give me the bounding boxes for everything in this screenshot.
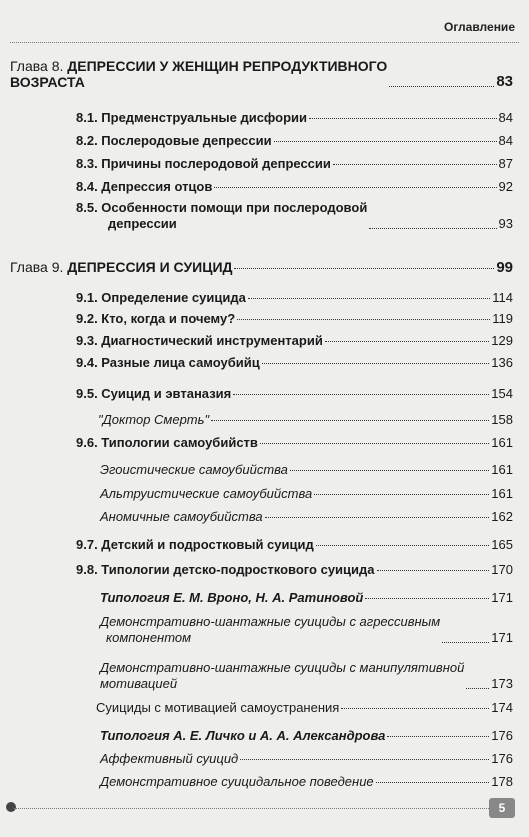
subsection-label: Демонстративно-шантажные суициды с агрессивным: [100, 614, 441, 629]
section-label: 8.5. Особенности помощи при послеродовой: [76, 200, 368, 215]
page-number: 161: [491, 462, 513, 477]
toc-section-9-1[interactable]: [76, 290, 513, 306]
subsection-label: Аномичные самоубийства: [100, 509, 263, 524]
toc-subsection-demonstrative-behavior[interactable]: [100, 774, 513, 790]
leader-dots: [365, 598, 489, 599]
subsection-label: Эгоистические самоубийства: [100, 462, 288, 477]
leader-dots: [290, 470, 489, 471]
chapter-title-line2: ВОЗРАСТА: [10, 74, 85, 90]
section-label: 8.1. Предменструальные дисфории: [76, 110, 308, 125]
toc-subsection-demonstrative-manipulative[interactable]: [100, 660, 513, 692]
page-number: 178: [491, 774, 513, 789]
leader-dots: [333, 164, 497, 165]
page-number: 84: [498, 110, 513, 125]
page-number: 84: [498, 133, 513, 148]
leader-dots: [369, 228, 496, 229]
section-label: 9.8. Типологии детско-подросткового суицида: [76, 562, 375, 577]
page-number: 158: [491, 412, 513, 427]
toc-section-9-6[interactable]: [76, 435, 513, 451]
toc-section-8-5[interactable]: [76, 200, 513, 232]
page-number: 119: [492, 311, 513, 326]
toc-section-9-5[interactable]: [76, 386, 513, 402]
subsection-label: Альтруистические самоубийства: [100, 486, 313, 501]
page-number: 87: [498, 156, 513, 171]
leader-dots: [314, 494, 489, 495]
section-label: 8.4. Депрессия отцов: [76, 179, 213, 194]
page-number: 174: [491, 700, 513, 715]
toc-section-9-4[interactable]: [76, 355, 513, 371]
toc-subsection-demonstrative-aggressive[interactable]: [100, 614, 513, 646]
subsection-label-line2: мотивацией: [100, 676, 178, 691]
page-number: 83: [496, 73, 513, 90]
page-number: 170: [491, 562, 513, 577]
leader-dots: [260, 443, 489, 444]
leader-dots: [376, 782, 490, 783]
leader-dots: [389, 86, 494, 87]
leader-dots: [341, 708, 489, 709]
section-label: 9.5. Суицид и эвтаназия: [76, 386, 232, 401]
leader-dots: [237, 319, 490, 320]
toc-section-9-2[interactable]: [76, 311, 513, 327]
subsection-label: Демонстративное суицидальное поведение: [100, 774, 374, 789]
leader-dots: [316, 545, 490, 546]
toc-subsection-egoistic[interactable]: [100, 462, 513, 478]
toc-subsection-anomic[interactable]: [100, 509, 513, 525]
page-number: 92: [498, 179, 513, 194]
section-label: 9.2. Кто, когда и почему?: [76, 311, 236, 326]
section-label: 8.3. Причины послеродовой депрессии: [76, 156, 331, 171]
toc-subsection-lichko-alexandrov[interactable]: [100, 728, 513, 744]
leader-dots: [466, 688, 489, 689]
page-number: 165: [491, 537, 513, 552]
page-number: 161: [491, 435, 513, 450]
section-label: 8.2. Послеродовые депрессии: [76, 133, 272, 148]
subsection-label-line2: компонентом: [106, 630, 192, 645]
chapter-title: ДЕПРЕССИИ У ЖЕНЩИН РЕПРОДУКТИВНОГО: [67, 58, 388, 74]
page-number: 154: [491, 386, 513, 401]
chapter-prefix: Глава 8.: [10, 58, 64, 74]
subsection-label: Типология Е. М. Вроно, Н. А. Ратиновой: [100, 590, 364, 605]
leader-dots: [233, 394, 489, 395]
page-number: 93: [498, 216, 513, 231]
toc-chapter-9[interactable]: [10, 259, 513, 276]
toc-section-9-3[interactable]: [76, 333, 513, 349]
page-number: 161: [491, 486, 513, 501]
leader-dots: [262, 363, 490, 364]
running-header: Оглавление: [444, 20, 515, 34]
leader-dots: [234, 268, 494, 269]
toc-subsection-affective[interactable]: [100, 751, 513, 767]
leader-dots: [265, 517, 490, 518]
chapter-prefix: Глава 9.: [10, 259, 64, 275]
leader-dots: [325, 341, 489, 342]
toc-subsection-vrono-ratinova[interactable]: [100, 590, 513, 606]
toc-section-8-4[interactable]: [76, 179, 513, 195]
toc-section-8-1[interactable]: [76, 110, 513, 126]
toc-chapter-8[interactable]: [10, 58, 513, 90]
toc-subsection-doctor-death[interactable]: [98, 412, 513, 428]
footer-divider: [14, 808, 489, 809]
leader-dots: [214, 187, 496, 188]
footer-bullet-icon: [6, 802, 16, 812]
toc-subsection-altruistic[interactable]: [100, 486, 513, 502]
toc-section-9-7[interactable]: [76, 537, 513, 553]
page-number: 173: [491, 676, 513, 691]
page-number: 162: [491, 509, 513, 524]
subsection-label: Типология А. Е. Личко и А. А. Александрова: [100, 728, 386, 743]
toc-subsection-self-removal[interactable]: [96, 700, 513, 716]
section-label: 9.3. Диагностический инструментарий: [76, 333, 323, 348]
toc-section-8-3[interactable]: [76, 156, 513, 172]
leader-dots: [377, 570, 490, 571]
leader-dots: [442, 642, 489, 643]
leader-dots: [240, 759, 489, 760]
page-number: 171: [491, 630, 513, 645]
page-number: 176: [491, 728, 513, 743]
page-number: 129: [491, 333, 513, 348]
toc-section-9-8[interactable]: [76, 562, 513, 578]
page-number: 171: [491, 590, 513, 605]
subsection-label: Суициды с мотивацией самоустранения: [96, 700, 340, 715]
leader-dots: [211, 420, 489, 421]
page-number: 136: [491, 355, 513, 370]
section-label: 9.4. Разные лица самоубийц: [76, 355, 260, 370]
leader-dots: [387, 736, 489, 737]
subsection-label: Аффективный суицид: [100, 751, 239, 766]
page-number: 114: [492, 290, 513, 305]
page-number: 99: [496, 259, 513, 276]
chapter-title: ДЕПРЕССИЯ И СУИЦИД: [67, 259, 233, 275]
page-number-badge: 5: [489, 798, 515, 818]
subsection-label: Демонстративно-шантажные суициды с манипулятивной: [100, 660, 465, 675]
leader-dots: [309, 118, 497, 119]
section-label-line2: депрессии: [108, 216, 177, 231]
leader-dots: [248, 298, 490, 299]
header-divider: [10, 42, 519, 43]
section-label: 9.1. Определение суицида: [76, 290, 246, 305]
leader-dots: [274, 141, 497, 142]
section-label: 9.7. Детский и подростковый суицид: [76, 537, 314, 552]
page-number: 176: [491, 751, 513, 766]
toc-section-8-2[interactable]: [76, 133, 513, 149]
section-label: 9.6. Типологии самоубийств: [76, 435, 258, 450]
subsection-label: "Доктор Смерть": [98, 412, 210, 427]
